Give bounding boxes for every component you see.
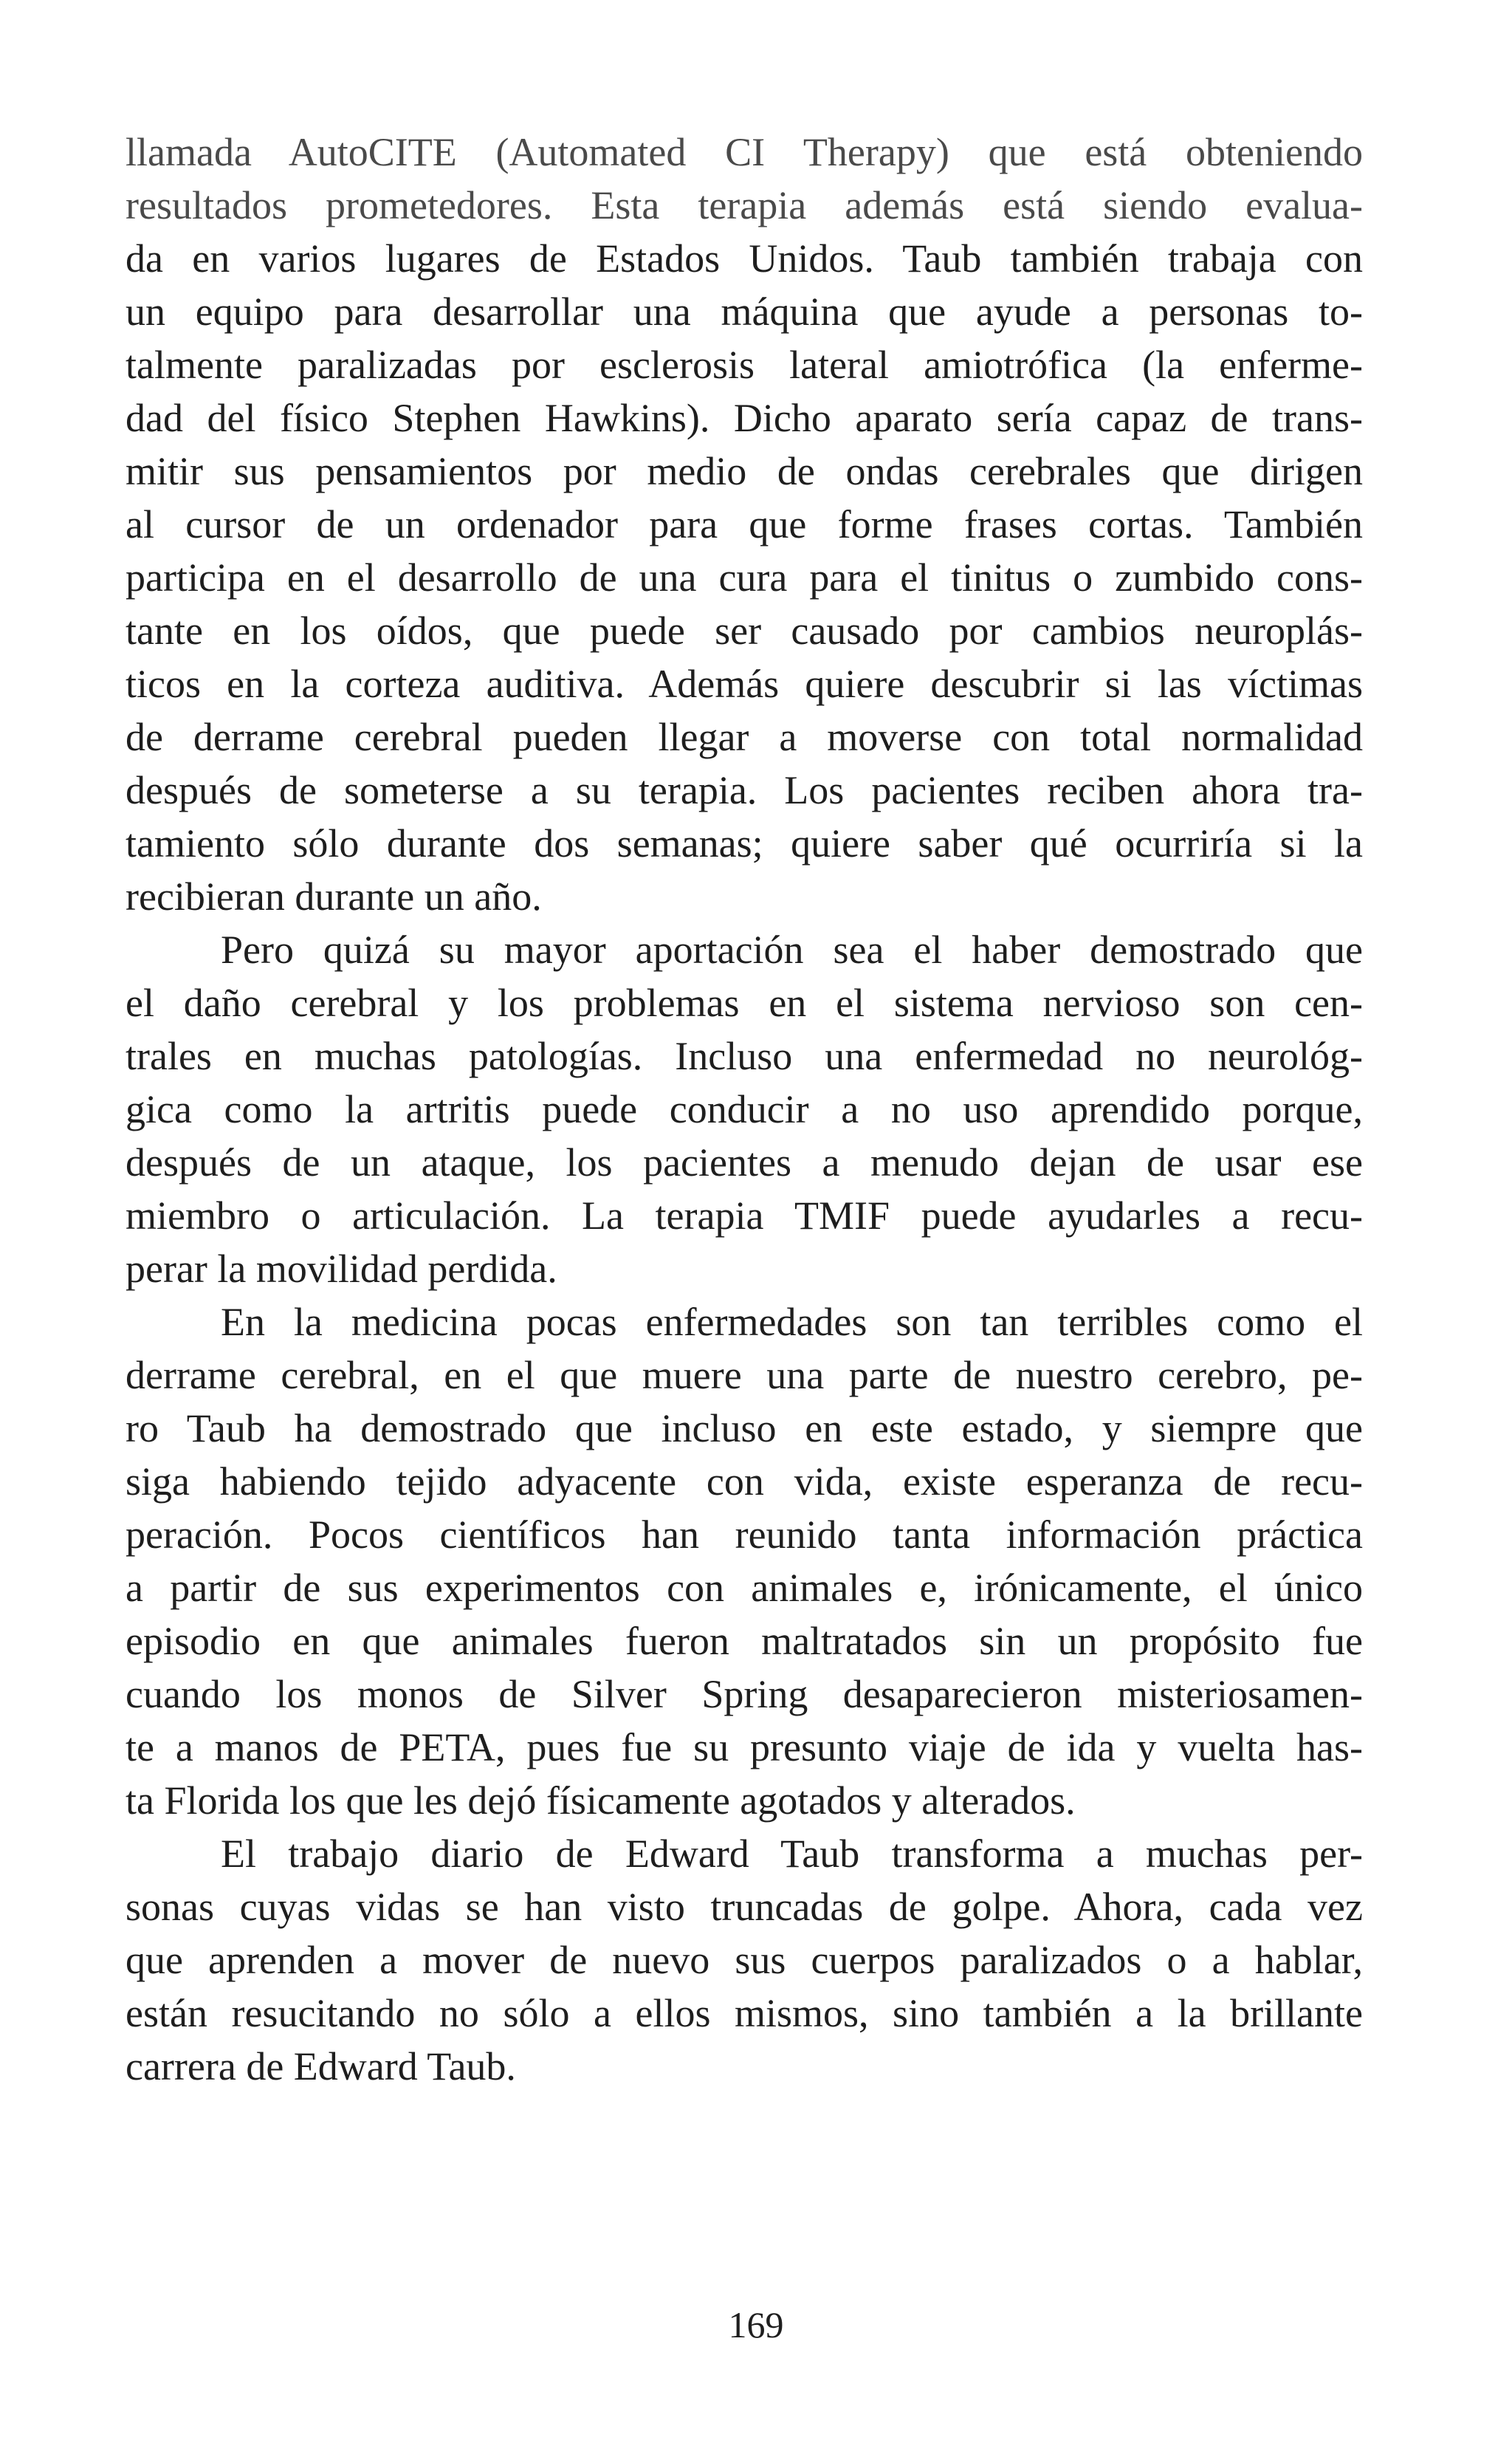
text-line: participa en el desarrollo de una cura para el tinitus o zumbido cons- (126, 555, 1363, 600)
paragraph-first-line: El trabajo diario de Edward Taub transforma a muchas per- (221, 1831, 1363, 1876)
text-line: ticos en la corteza auditiva. Además quiere descubrir si las víctimas (126, 662, 1363, 706)
text-line: derrame cerebral, en el que muere una parte de nuestro cerebro, pe- (126, 1353, 1363, 1397)
text-line: carrera de Edward Taub. (126, 2044, 516, 2088)
text-line: recibieran durante un año. (126, 874, 542, 919)
text-line: llamada AutoCITE (Automated CI Therapy) que está obteniendo (126, 130, 1363, 174)
page-number: 169 (728, 2304, 784, 2345)
text-line: trales en muchas patologías. Incluso una enfermedad no neurológ- (126, 1034, 1363, 1078)
text-line: el daño cerebral y los problemas en el sistema nervioso son cen- (126, 981, 1363, 1025)
text-line: que aprenden a mover de nuevo sus cuerpos paralizados o a hablar, (126, 1938, 1363, 1982)
text-line: perar la movilidad perdida. (126, 1247, 557, 1291)
text-line: dad del físico Stephen Hawkins). Dicho aparato sería capaz de trans- (126, 396, 1363, 440)
text-line: un equipo para desarrollar una máquina que ayude a personas to- (126, 289, 1363, 334)
text-line: siga habiendo tejido adyacente con vida, existe esperanza de recu- (126, 1459, 1363, 1504)
body-text (126, 126, 1363, 2093)
text-line: ta Florida los que les dejó físicamente agotados y alterados. (126, 1778, 1076, 1823)
text-line: episodio en que animales fueron maltratados sin un propósito fue (126, 1619, 1363, 1663)
text-line: da en varios lugares de Estados Unidos. Taub también trabaja con (126, 236, 1363, 281)
text-line: tante en los oídos, que puede ser causado por cambios neuroplás- (126, 609, 1363, 653)
text-line: resultados prometedores. Esta terapia además está siendo evalua- (126, 183, 1363, 227)
text-line: miembro o articulación. La terapia TMIF puede ayudarles a recu- (126, 1193, 1363, 1238)
text-line: tamiento sólo durante dos semanas; quiere saber qué ocurriría si la (126, 821, 1363, 866)
text-line: a partir de sus experimentos con animales e, irónicamente, el único (126, 1566, 1363, 1610)
text-line: te a manos de PETA, pues fue su presunto viaje de ida y vuelta has- (126, 1725, 1363, 1769)
text-line: peración. Pocos científicos han reunido tanta información práctica (126, 1512, 1363, 1557)
paragraph-first-line: Pero quizá su mayor aportación sea el haber demostrado que (221, 928, 1363, 972)
text-line: sonas cuyas vidas se han visto truncadas de golpe. Ahora, cada vez (126, 1885, 1363, 1929)
text-line: ro Taub ha demostrado que incluso en este estado, y siempre que (126, 1406, 1363, 1450)
text-line: cuando los monos de Silver Spring desaparecieron misteriosamen- (126, 1672, 1363, 1716)
text-line: talmente paralizadas por esclerosis lateral amiotrófica (la enferme- (126, 343, 1363, 387)
text-line: después de someterse a su terapia. Los pacientes reciben ahora tra- (126, 768, 1363, 812)
text-line: de derrame cerebral pueden llegar a moverse con total normalidad (126, 715, 1363, 759)
text-line: mitir sus pensamientos por medio de ondas cerebrales que dirigen (126, 449, 1363, 493)
text-line: al cursor de un ordenador para que forme frases cortas. También (126, 502, 1363, 546)
text-line: gica como la artritis puede conducir a no uso aprendido porque, (126, 1087, 1363, 1131)
text-line: después de un ataque, los pacientes a menudo dejan de usar ese (126, 1140, 1363, 1185)
paragraph-first-line: En la medicina pocas enfermedades son tan terribles como el (221, 1300, 1363, 1344)
text-line: están resucitando no sólo a ellos mismos, sino también a la brillante (126, 1991, 1363, 2035)
